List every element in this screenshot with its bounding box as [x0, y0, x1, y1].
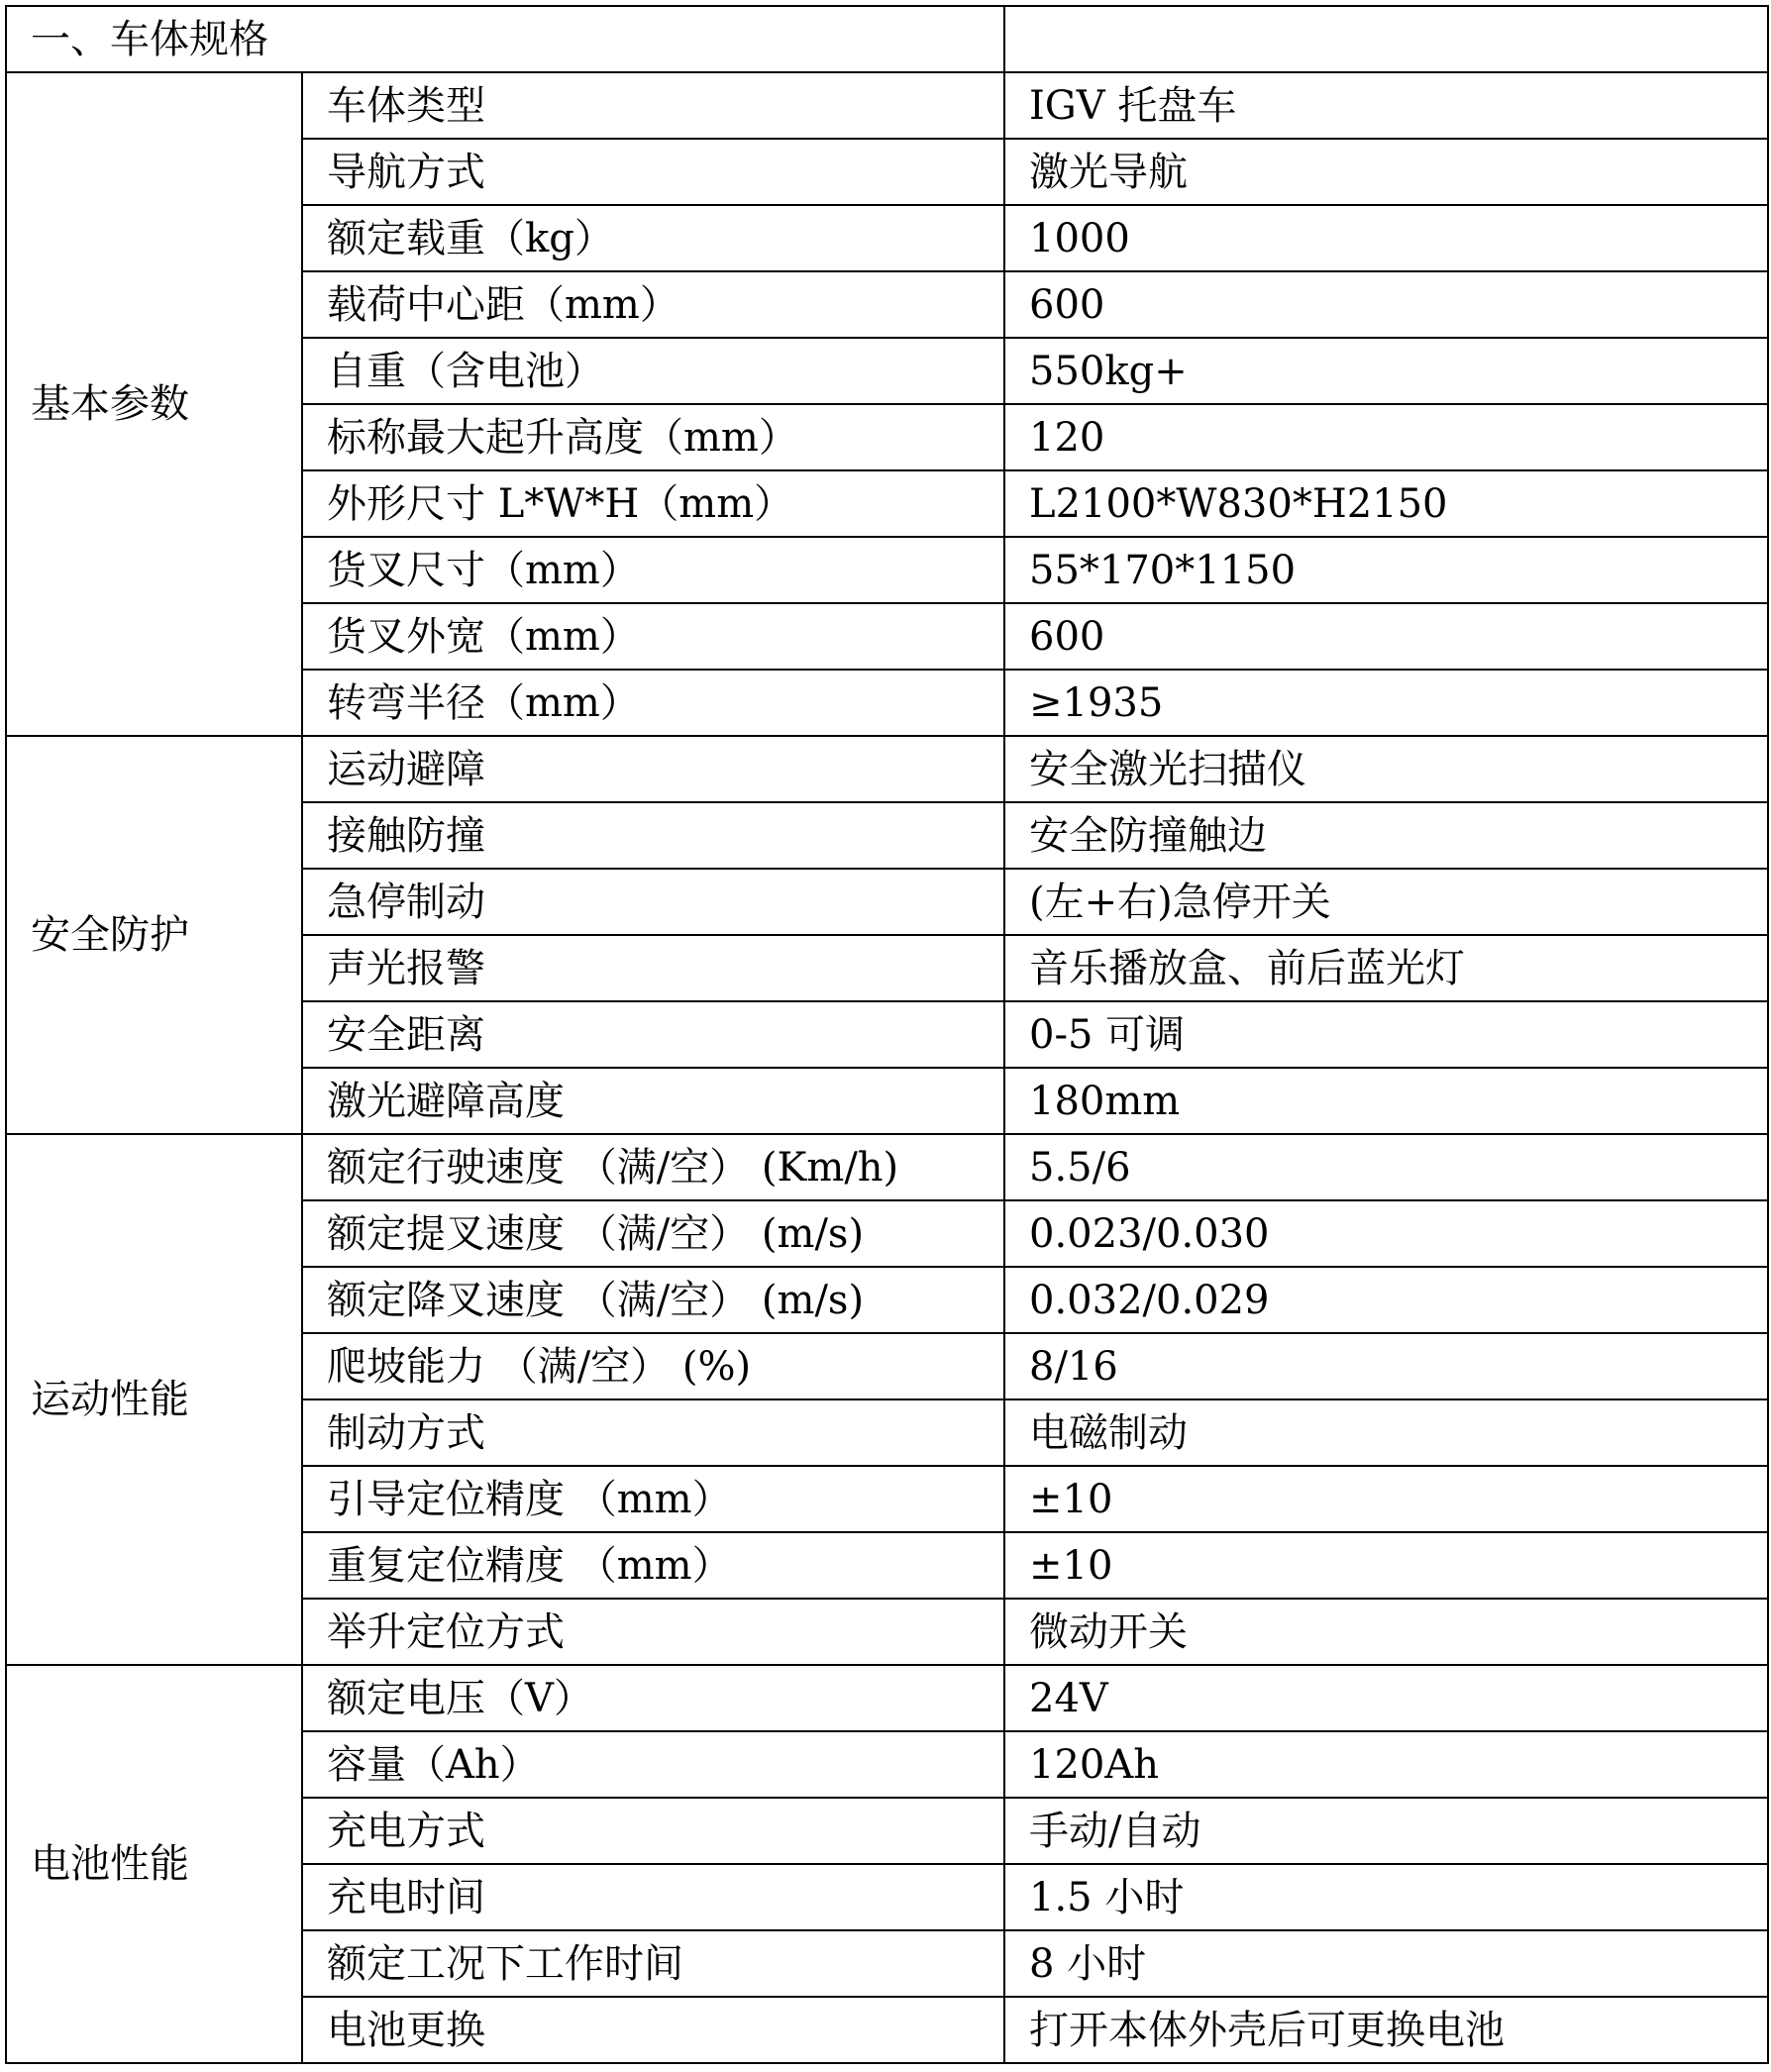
table-row — [6, 1665, 1768, 1731]
param-value: 8 小时 — [1004, 1930, 1768, 1997]
param-value: 120Ah — [1004, 1731, 1768, 1798]
param-value: 音乐播放盒、前后蓝光灯 — [1004, 935, 1768, 1001]
param-name: 导航方式 — [302, 139, 1004, 205]
param-value: 55*170*1150 — [1004, 537, 1768, 603]
param-value: 0-5 可调 — [1004, 1001, 1768, 1068]
group-name: 基本参数 — [6, 72, 302, 736]
param-name: 容量（Ah） — [302, 1731, 1004, 1798]
param-name: 外形尺寸 L*W*H（mm） — [302, 470, 1004, 537]
param-value: 打开本体外壳后可更换电池 — [1004, 1997, 1768, 2063]
param-value: 1000 — [1004, 205, 1768, 271]
param-value: 0.023/0.030 — [1004, 1200, 1768, 1267]
group-name: 运动性能 — [6, 1134, 302, 1665]
group-name: 安全防护 — [6, 736, 302, 1134]
spec-table — [5, 5, 1769, 2064]
param-value: 激光导航 — [1004, 139, 1768, 205]
param-value: 600 — [1004, 271, 1768, 338]
param-value: 550kg+ — [1004, 338, 1768, 404]
param-name: 额定降叉速度 （满/空） (m/s) — [302, 1267, 1004, 1333]
param-name: 电池更换 — [302, 1997, 1004, 2063]
param-name: 举升定位方式 — [302, 1599, 1004, 1665]
param-name: 转弯半径（mm） — [302, 670, 1004, 736]
param-name: 引导定位精度 （mm） — [302, 1466, 1004, 1532]
table-row — [6, 736, 1768, 802]
param-name: 自重（含电池） — [302, 338, 1004, 404]
param-name: 运动避障 — [302, 736, 1004, 802]
param-name: 充电时间 — [302, 1864, 1004, 1930]
section-title-right — [1004, 6, 1768, 72]
param-value: 微动开关 — [1004, 1599, 1768, 1665]
param-name: 货叉外宽（mm） — [302, 603, 1004, 670]
param-value: 0.032/0.029 — [1004, 1267, 1768, 1333]
param-value: 安全防撞触边 — [1004, 802, 1768, 869]
table-row — [6, 72, 1768, 139]
param-value: ±10 — [1004, 1532, 1768, 1599]
param-value: 120 — [1004, 404, 1768, 470]
param-name: 安全距离 — [302, 1001, 1004, 1068]
param-name: 额定提叉速度 （满/空） (m/s) — [302, 1200, 1004, 1267]
param-name: 额定工况下工作时间 — [302, 1930, 1004, 1997]
param-value: 8/16 — [1004, 1333, 1768, 1399]
param-value: ≥1935 — [1004, 670, 1768, 736]
param-name: 重复定位精度 （mm） — [302, 1532, 1004, 1599]
param-name: 激光避障高度 — [302, 1068, 1004, 1134]
param-value: 电磁制动 — [1004, 1399, 1768, 1466]
spec-table-body — [6, 6, 1768, 2063]
table-row — [6, 1134, 1768, 1200]
param-name: 声光报警 — [302, 935, 1004, 1001]
param-value: (左+右)急停开关 — [1004, 869, 1768, 935]
param-value: 600 — [1004, 603, 1768, 670]
param-value: ±10 — [1004, 1466, 1768, 1532]
param-name: 制动方式 — [302, 1399, 1004, 1466]
param-name: 额定行驶速度 （满/空） (Km/h) — [302, 1134, 1004, 1200]
param-value: IGV 托盘车 — [1004, 72, 1768, 139]
param-name: 货叉尺寸（mm） — [302, 537, 1004, 603]
param-name: 额定载重（kg） — [302, 205, 1004, 271]
param-name: 载荷中心距（mm） — [302, 271, 1004, 338]
section-title: 一、车体规格 — [6, 6, 1004, 72]
group-name: 电池性能 — [6, 1665, 302, 2063]
param-value: L2100*W830*H2150 — [1004, 470, 1768, 537]
param-name: 车体类型 — [302, 72, 1004, 139]
param-name: 标称最大起升高度（mm） — [302, 404, 1004, 470]
param-value: 手动/自动 — [1004, 1798, 1768, 1864]
title-row — [6, 6, 1768, 72]
param-value: 5.5/6 — [1004, 1134, 1768, 1200]
param-value: 安全激光扫描仪 — [1004, 736, 1768, 802]
param-name: 接触防撞 — [302, 802, 1004, 869]
param-name: 爬坡能力 （满/空） (%) — [302, 1333, 1004, 1399]
param-value: 1.5 小时 — [1004, 1864, 1768, 1930]
param-value: 180mm — [1004, 1068, 1768, 1134]
param-name: 额定电压（V） — [302, 1665, 1004, 1731]
param-value: 24V — [1004, 1665, 1768, 1731]
param-name: 充电方式 — [302, 1798, 1004, 1864]
param-name: 急停制动 — [302, 869, 1004, 935]
